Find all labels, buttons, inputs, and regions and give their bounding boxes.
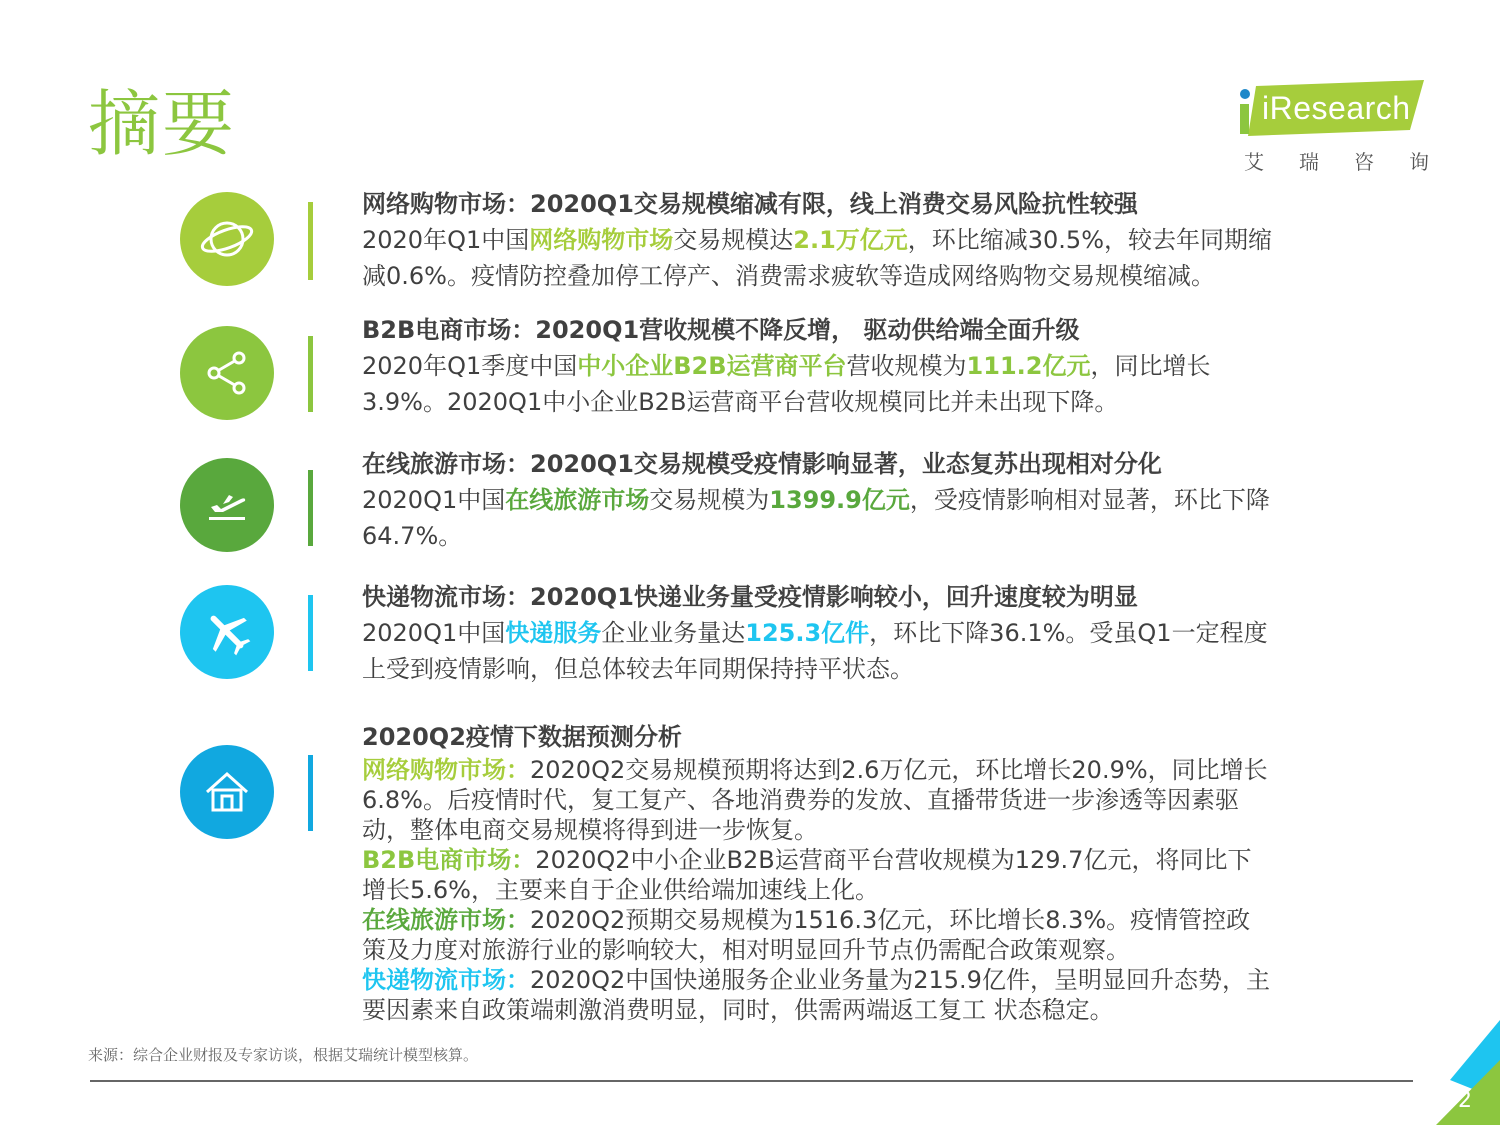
section-body: 2020Q1中国在线旅游市场交易规模为1399.9亿元，受疫情影响相对显著，环比下降64.7%。 bbox=[362, 486, 1270, 550]
section-title: 网络购物市场：2020Q1交易规模缩减有限，线上消费交易风险抗性较强 bbox=[362, 190, 1138, 218]
section-title: 在线旅游市场：2020Q1交易规模受疫情影响显著，业态复苏出现相对分化 bbox=[362, 450, 1162, 478]
q2-item: B2B电商市场：2020Q2中小企业B2B运营商平台营收规模为129.7亿元，将同比下增长5.6%，主要来自于企业供给端加速线上化。 bbox=[362, 846, 1252, 904]
logo-brand-text: iResearch bbox=[1262, 90, 1411, 126]
logo-subtitle-char: 咨 bbox=[1354, 150, 1374, 174]
page-number: 2 bbox=[1458, 1088, 1472, 1113]
logo-subtitle-char: 瑞 bbox=[1299, 150, 1319, 174]
summary-section-express-logistics bbox=[180, 585, 1280, 685]
section-body: 2020Q1中国快递服务企业业务量达125.3亿件，环比下降36.1%。受虽Q1一定程度上受到疫情影响，但总体较去年同期保持持平状态。 bbox=[362, 619, 1268, 683]
section-accent-bar bbox=[308, 202, 313, 280]
logo-subtitle-char: 询 bbox=[1409, 150, 1429, 174]
airplane-icon bbox=[180, 585, 274, 679]
q2-item: 在线旅游市场：2020Q2预期交易规模为1516.3亿元，环比增长8.3%。疫情管控政策及力度对旅游行业的影响较大，相对明显回升节点仍需配合政策观察。 bbox=[362, 906, 1251, 964]
footer-divider bbox=[90, 1080, 1413, 1082]
q2-item: 快递物流市场：2020Q2中国快递服务企业业务量为215.9亿件，呈明显回升态势，主要因素来自政策端刺激消费明显，同时，供需两端返工复工 状态稳定。 bbox=[362, 966, 1270, 1024]
section-title: 2020Q2疫情下数据预测分析 bbox=[362, 723, 682, 751]
section-title: 快递物流市场：2020Q1快递业务量受疫情影响较小，回升速度较为明显 bbox=[362, 583, 1138, 611]
summary-section-online-travel bbox=[180, 450, 1280, 558]
summary-section-online-shopping bbox=[180, 192, 1280, 302]
section-accent-bar bbox=[308, 755, 313, 831]
page-title: 摘要 bbox=[88, 82, 237, 166]
section-accent-bar bbox=[308, 470, 313, 546]
logo-subtitle bbox=[1244, 146, 1429, 175]
house-icon bbox=[180, 745, 274, 839]
planet-icon bbox=[180, 192, 274, 286]
section-body: 2020年Q1季度中国中小企业B2B运营商平台营收规模为111.2亿元，同比增长3.9%。2020Q1中小企业B2B运营商平台营收规模同比并未出现下降。 bbox=[362, 352, 1211, 416]
q2-item: 网络购物市场：2020Q2交易规模预期将达到2.6万亿元，环比增长20.9%，同比增长6.8%。后疫情时代，复工复产、各地消费券的发放、直播带货进一步渗透等因素驱动，整体电商交易规模将得到进一步恢复。 bbox=[362, 756, 1268, 844]
logo-subtitle-char: 艾 bbox=[1244, 150, 1264, 174]
summary-section-b2b bbox=[180, 316, 1280, 426]
share-icon bbox=[180, 326, 274, 420]
section-accent-bar bbox=[308, 595, 313, 671]
airplane-takeoff-icon bbox=[180, 458, 274, 552]
section-accent-bar bbox=[308, 336, 313, 412]
section-body: 2020年Q1中国网络购物市场交易规模达2.1万亿元，环比缩减30.5%，较去年同期缩减0.6%。疫情防控叠加停工停产、消费需求疲软等造成网络购物交易规模缩减。 bbox=[362, 226, 1273, 290]
summary-section-q2-forecast bbox=[180, 723, 1280, 1025]
section-title: B2B电商市场：2020Q1营收规模不降反增， 驱动供给端全面升级 bbox=[362, 316, 1080, 344]
iresearch-logo bbox=[1234, 80, 1434, 174]
source-note: 来源：综合企业财报及专家访谈，根据艾瑞统计模型核算。 bbox=[88, 1046, 479, 1064]
